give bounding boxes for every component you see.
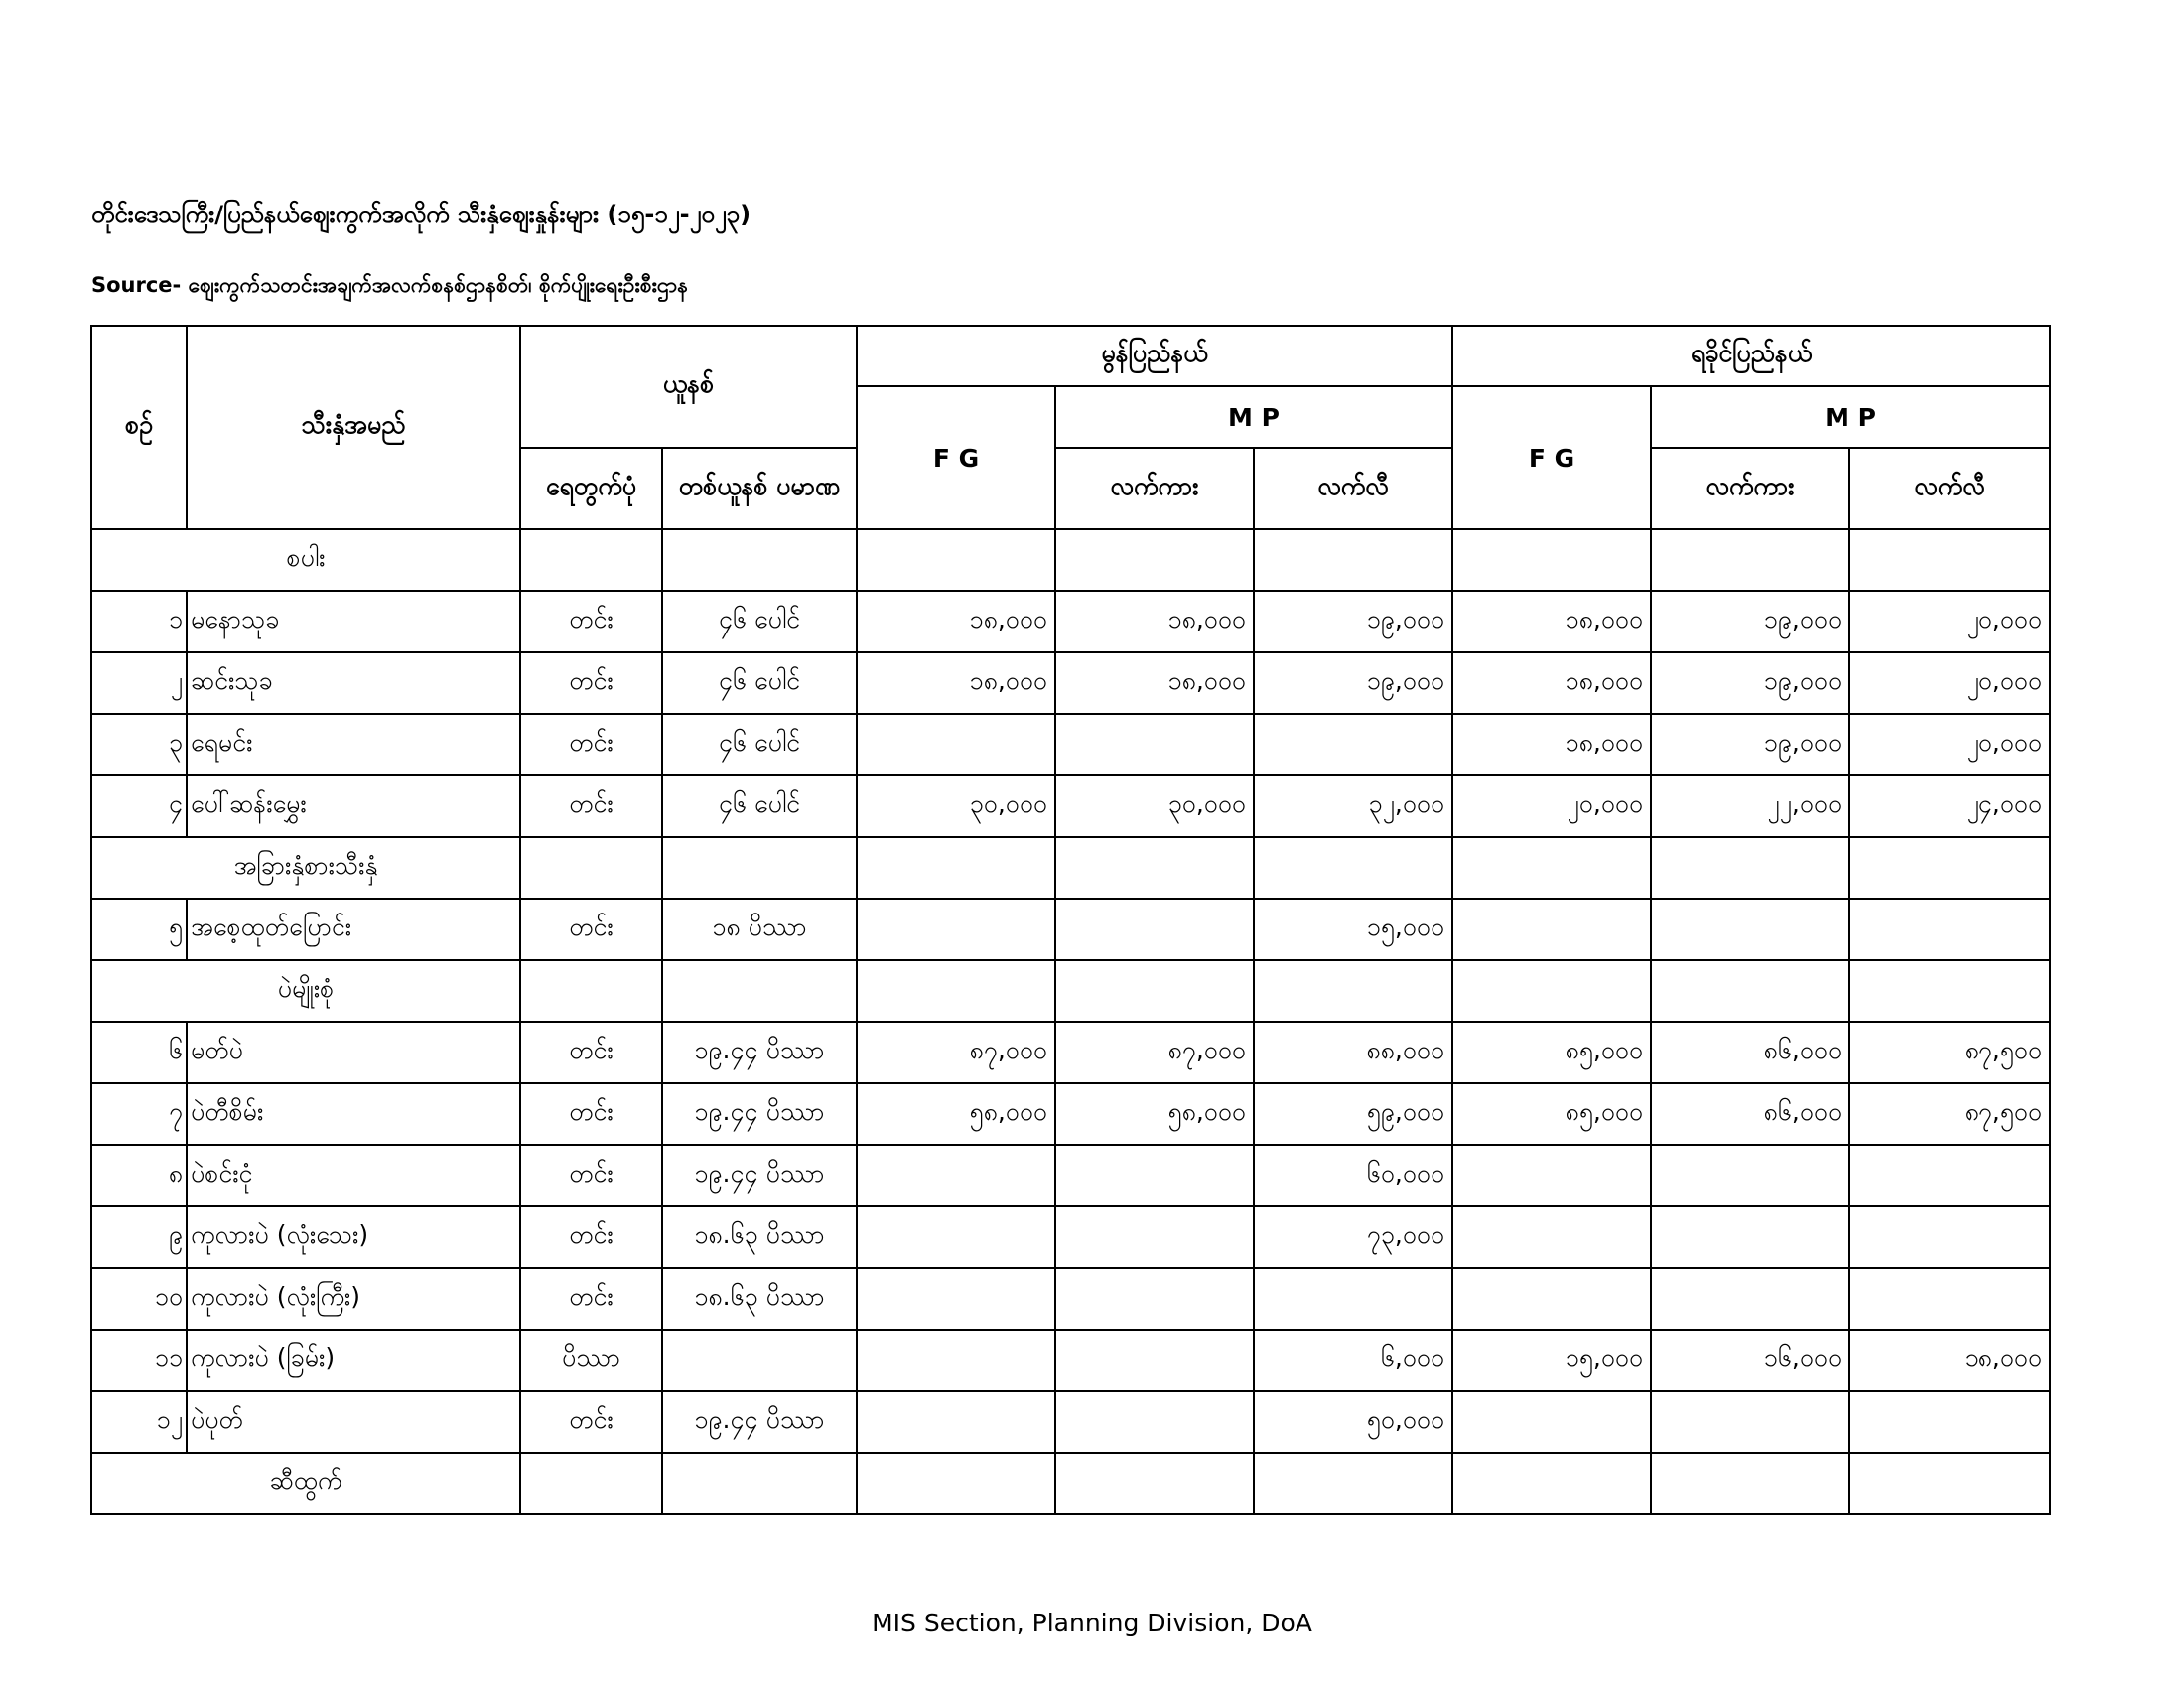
table-row (91, 652, 2050, 714)
empty-cell (662, 1453, 857, 1514)
cell-rak-ws (1651, 899, 1849, 960)
cell-rak-rt: ၂၀,၀၀၀ (1849, 714, 2050, 775)
cell-name: ပေါ်ဆန်းမွှေး (187, 775, 520, 837)
cell-qty: ၁၈.၆၃ ပိဿာ (662, 1206, 857, 1268)
cell-rak-ws: ၈၆,၀၀၀ (1651, 1083, 1849, 1145)
empty-cell (1254, 837, 1452, 899)
category-row (91, 529, 2050, 591)
cell-qty: ၄၆ ပေါင် (662, 591, 857, 652)
empty-cell (1452, 1453, 1651, 1514)
cell-rak-rt (1849, 1268, 2050, 1330)
cell-name: မတ်ပဲ (187, 1022, 520, 1083)
cell-rak-fg (1452, 1145, 1651, 1206)
empty-cell (1651, 960, 1849, 1022)
header-retail-mon: လက်လီ (1254, 448, 1452, 529)
cell-no: ၁၁ (91, 1330, 187, 1391)
empty-cell (1254, 529, 1452, 591)
cell-rak-fg: ၁၈,၀၀၀ (1452, 591, 1651, 652)
cell-rak-rt (1849, 899, 2050, 960)
cell-mon-rt: ၇၃,၀၀၀ (1254, 1206, 1452, 1268)
header-region-rakhine: ရခိုင်ပြည်နယ် (1452, 326, 2050, 386)
category-row (91, 1453, 2050, 1514)
cell-unit: တင်း (520, 1391, 662, 1453)
empty-cell (1055, 529, 1254, 591)
cell-name: ပဲစင်းငုံ (187, 1145, 520, 1206)
cell-name: ကုလားပဲ (ခြမ်း) (187, 1330, 520, 1391)
cell-mon-rt (1254, 714, 1452, 775)
cell-mon-fg (857, 1330, 1055, 1391)
cell-name: ဆင်းသုခ (187, 652, 520, 714)
cell-mon-ws: ၅၈,၀၀၀ (1055, 1083, 1254, 1145)
cell-no: ၈ (91, 1145, 187, 1206)
header-wholesale-mon: လက်ကား (1055, 448, 1254, 529)
cell-qty: ၁၉.၄၄ ပိဿာ (662, 1145, 857, 1206)
cell-qty: ၄၆ ပေါင် (662, 775, 857, 837)
cell-unit: တင်း (520, 1145, 662, 1206)
cell-mon-ws: ၃၀,၀၀၀ (1055, 775, 1254, 837)
cell-mon-fg: ၁၈,၀၀၀ (857, 652, 1055, 714)
cell-mon-fg (857, 1145, 1055, 1206)
header-region-mon: မွန်ပြည်နယ် (857, 326, 1452, 386)
cell-mon-rt: ၅၉,၀၀၀ (1254, 1083, 1452, 1145)
cell-rak-fg (1452, 1206, 1651, 1268)
empty-cell (1055, 1453, 1254, 1514)
cell-no: ၁၀ (91, 1268, 187, 1330)
empty-cell (1254, 960, 1452, 1022)
cell-name: ကုလားပဲ (လုံးသေး) (187, 1206, 520, 1268)
cell-rak-fg: ၁၅,၀၀၀ (1452, 1330, 1651, 1391)
header-no: စဉ် (91, 326, 187, 529)
cell-mon-fg (857, 1268, 1055, 1330)
cell-rak-fg (1452, 899, 1651, 960)
cell-no: ၃ (91, 714, 187, 775)
empty-cell (662, 837, 857, 899)
empty-cell (520, 1453, 662, 1514)
cell-rak-rt: ၂၄,၀၀၀ (1849, 775, 2050, 837)
cell-rak-rt (1849, 1206, 2050, 1268)
cell-mon-fg (857, 1206, 1055, 1268)
header-retail-rakhine: လက်လီ (1849, 448, 2050, 529)
table-body (91, 529, 2050, 1514)
cell-mon-ws (1055, 1391, 1254, 1453)
category-label: ပဲမျိုးစုံ (91, 960, 520, 1022)
header-unit: ယူနစ် (520, 326, 857, 448)
cell-rak-rt: ၂၀,၀၀၀ (1849, 652, 2050, 714)
empty-cell (857, 960, 1055, 1022)
empty-cell (520, 960, 662, 1022)
empty-cell (1055, 960, 1254, 1022)
cell-mon-rt (1254, 1268, 1452, 1330)
cell-rak-ws (1651, 1391, 1849, 1453)
cell-unit: တင်း (520, 775, 662, 837)
cell-unit: ပိဿာ (520, 1330, 662, 1391)
cell-unit: တင်း (520, 899, 662, 960)
header-wholesale-rakhine: လက်ကား (1651, 448, 1849, 529)
cell-qty: ၁၈ ပိဿာ (662, 899, 857, 960)
cell-rak-fg: ၁၈,၀၀၀ (1452, 652, 1651, 714)
cell-mon-ws (1055, 899, 1254, 960)
cell-rak-rt: ၂၀,၀၀၀ (1849, 591, 2050, 652)
table-row (91, 775, 2050, 837)
empty-cell (1254, 1453, 1452, 1514)
cell-rak-fg: ၂၀,၀၀၀ (1452, 775, 1651, 837)
cell-unit: တင်း (520, 714, 662, 775)
cell-qty (662, 1330, 857, 1391)
cell-no: ၆ (91, 1022, 187, 1083)
cell-rak-ws: ၁၆,၀၀၀ (1651, 1330, 1849, 1391)
empty-cell (520, 837, 662, 899)
empty-cell (857, 529, 1055, 591)
cell-mon-fg (857, 899, 1055, 960)
empty-cell (1651, 1453, 1849, 1514)
empty-cell (1849, 529, 2050, 591)
cell-rak-ws (1651, 1206, 1849, 1268)
table-row (91, 1083, 2050, 1145)
cell-no: ၁ (91, 591, 187, 652)
cell-mon-rt: ၁၉,၀၀၀ (1254, 591, 1452, 652)
cell-rak-fg (1452, 1391, 1651, 1453)
header-local-unit: ရေတွက်ပုံ (520, 448, 662, 529)
empty-cell (1452, 960, 1651, 1022)
cell-mon-ws: ၈၇,၀၀၀ (1055, 1022, 1254, 1083)
category-row (91, 837, 2050, 899)
empty-cell (1055, 837, 1254, 899)
category-label: စပါး (91, 529, 520, 591)
cell-qty: ၄၆ ပေါင် (662, 652, 857, 714)
cell-no: ၅ (91, 899, 187, 960)
cell-rak-ws: ၁၉,၀၀၀ (1651, 591, 1849, 652)
table-row (91, 591, 2050, 652)
source-line: Source- ဈေးကွက်သတင်းအချက်အလက်စနစ်ဌာနစိတ်၊ စိုက်ပျိုးရေးဦးစီးဌာန (91, 273, 689, 297)
table-row (91, 1330, 2050, 1391)
cell-unit: တင်း (520, 652, 662, 714)
cell-rak-ws (1651, 1268, 1849, 1330)
cell-rak-ws: ၂၂,၀၀၀ (1651, 775, 1849, 837)
empty-cell (662, 960, 857, 1022)
cell-rak-rt (1849, 1391, 2050, 1453)
header-mp-mon: M P (1055, 386, 1452, 448)
header-fg-rakhine: F G (1452, 386, 1651, 529)
category-row (91, 960, 2050, 1022)
cell-mon-rt: ၅၀,၀၀၀ (1254, 1391, 1452, 1453)
cell-qty: ၁၉.၄၄ ပိဿာ (662, 1083, 857, 1145)
cell-name: ပဲပုတ် (187, 1391, 520, 1453)
cell-rak-rt: ၁၈,၀၀၀ (1849, 1330, 2050, 1391)
empty-cell (1651, 529, 1849, 591)
header-mp-rakhine: M P (1651, 386, 2050, 448)
table-row (91, 1206, 2050, 1268)
cell-mon-fg (857, 1391, 1055, 1453)
empty-cell (1651, 837, 1849, 899)
header-unit-weight: တစ်ယူနစ် ပမာဏ (662, 448, 857, 529)
page-title: တိုင်းဒေသကြီး/ပြည်နယ်ဈေးကွက်အလိုက် သီးနှံဈေးနှုန်းများ (၁၅-၁၂-၂၀၂၃) (91, 201, 751, 228)
cell-rak-fg (1452, 1268, 1651, 1330)
empty-cell (1849, 1453, 2050, 1514)
cell-mon-ws: ၁၈,၀၀၀ (1055, 591, 1254, 652)
cell-mon-rt: ၃၂,၀၀၀ (1254, 775, 1452, 837)
cell-mon-ws (1055, 1206, 1254, 1268)
table-row (91, 1145, 2050, 1206)
cell-unit: တင်း (520, 591, 662, 652)
cell-mon-fg: ၁၈,၀၀၀ (857, 591, 1055, 652)
cell-no: ၂ (91, 652, 187, 714)
empty-cell (520, 529, 662, 591)
empty-cell (1452, 837, 1651, 899)
table-row (91, 714, 2050, 775)
cell-rak-rt: ၈၇,၅၀၀ (1849, 1083, 2050, 1145)
cell-unit: တင်း (520, 1022, 662, 1083)
cell-mon-rt: ၈၈,၀၀၀ (1254, 1022, 1452, 1083)
cell-rak-fg: ၈၅,၀၀၀ (1452, 1083, 1651, 1145)
page-footer: MIS Section, Planning Division, DoA (872, 1609, 1312, 1637)
header-fg-mon: F G (857, 386, 1055, 529)
cell-name: ပဲတီစိမ်း (187, 1083, 520, 1145)
table-row (91, 1268, 2050, 1330)
empty-cell (1849, 960, 2050, 1022)
cell-name: ကုလားပဲ (လုံးကြီး) (187, 1268, 520, 1330)
cell-no: ၇ (91, 1083, 187, 1145)
table-row (91, 899, 2050, 960)
cell-no: ၉ (91, 1206, 187, 1268)
cell-name: မနောသုခ (187, 591, 520, 652)
cell-mon-fg: ၅၈,၀၀၀ (857, 1083, 1055, 1145)
cell-mon-ws: ၁၈,၀၀၀ (1055, 652, 1254, 714)
cell-rak-ws: ၁၉,၀၀၀ (1651, 714, 1849, 775)
cell-rak-ws: ၁၉,၀၀၀ (1651, 652, 1849, 714)
cell-mon-ws (1055, 1268, 1254, 1330)
cell-qty: ၁၉.၄၄ ပိဿာ (662, 1391, 857, 1453)
empty-cell (1849, 837, 2050, 899)
cell-mon-fg: ၈၇,၀၀၀ (857, 1022, 1055, 1083)
table-row (91, 1391, 2050, 1453)
cell-qty: ၁၈.၆၃ ပိဿာ (662, 1268, 857, 1330)
cell-qty: ၄၆ ပေါင် (662, 714, 857, 775)
category-label: ဆီထွက် (91, 1453, 520, 1514)
cell-rak-rt: ၈၇,၅၀၀ (1849, 1022, 2050, 1083)
cell-rak-fg: ၈၅,၀၀၀ (1452, 1022, 1651, 1083)
cell-mon-ws (1055, 1330, 1254, 1391)
cell-rak-rt (1849, 1145, 2050, 1206)
cell-mon-rt: ၆၀,၀၀၀ (1254, 1145, 1452, 1206)
category-label: အခြားနှံစားသီးနှံ (91, 837, 520, 899)
cell-rak-ws: ၈၆,၀၀၀ (1651, 1022, 1849, 1083)
cell-mon-fg (857, 714, 1055, 775)
cell-qty: ၁၉.၄၄ ပိဿာ (662, 1022, 857, 1083)
empty-cell (857, 1453, 1055, 1514)
cell-mon-rt: ၁၉,၀၀၀ (1254, 652, 1452, 714)
cell-mon-rt: ၆,၀၀၀ (1254, 1330, 1452, 1391)
empty-cell (857, 837, 1055, 899)
cell-mon-rt: ၁၅,၀၀၀ (1254, 899, 1452, 960)
empty-cell (662, 529, 857, 591)
table-row (91, 1022, 2050, 1083)
cell-unit: တင်း (520, 1083, 662, 1145)
cell-rak-ws (1651, 1145, 1849, 1206)
cell-name: အစေ့ထုတ်ပြောင်း (187, 899, 520, 960)
cell-unit: တင်း (520, 1206, 662, 1268)
cell-mon-fg: ၃၀,၀၀၀ (857, 775, 1055, 837)
cell-no: ၄ (91, 775, 187, 837)
price-table (90, 325, 2051, 1515)
empty-cell (1452, 529, 1651, 591)
header-crop: သီးနှံအမည် (187, 326, 520, 529)
cell-unit: တင်း (520, 1268, 662, 1330)
cell-mon-ws (1055, 714, 1254, 775)
cell-mon-ws (1055, 1145, 1254, 1206)
cell-name: ရေမင်း (187, 714, 520, 775)
cell-no: ၁၂ (91, 1391, 187, 1453)
cell-rak-fg: ၁၈,၀၀၀ (1452, 714, 1651, 775)
